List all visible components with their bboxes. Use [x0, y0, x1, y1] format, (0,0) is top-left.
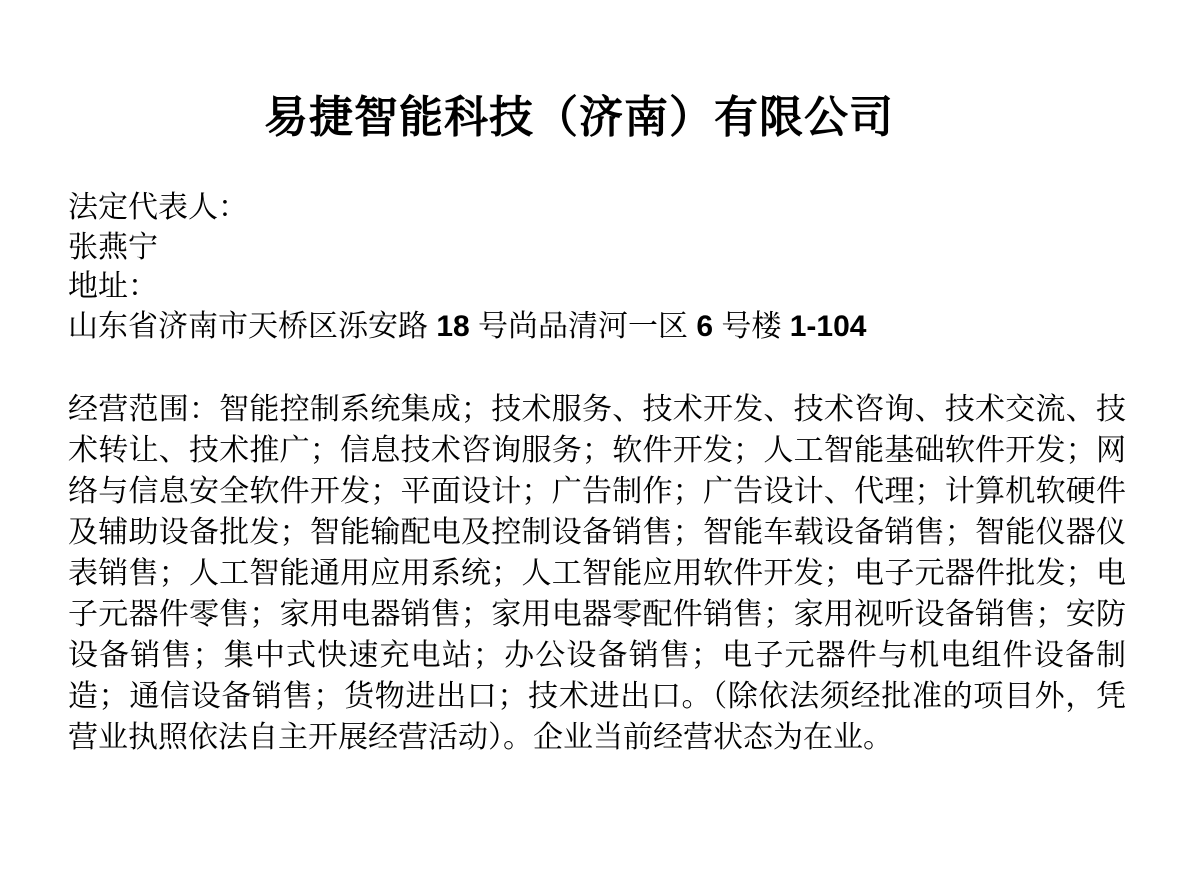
company-name-title: 易捷智能科技（济南）有限公司 [264, 92, 894, 143]
business-scope-paragraph: 经营范围：智能控制系统集成；技术服务、技术开发、技术咨询、技术交流、技术转让、技术推广；信息技术咨询服务；软件开发；人工智能基础软件开发；网络与信息安全软件开发；平面设计；广告制作；广告设计、代理；计算机软硬件及辅助设备批发；智能输配电及控制设备销售；智能车载设备销售；智能仪器仪表销售；人工智能通用应用系统；人工智能应用软件开发；电子元器件批发；电子元器件零售；家用电器销售；家用电器零配件销售；家用视听设备销售；安防设备销售；集中式快速充电站；办公设备销售；电子元器件与机电组件设备制造；通信设备销售；货物进出口；技术进出口。（除依法须经批准的项目外，凭营业执照依法自主开展经营活动）。企业当前经营状态为在业。 [68, 392, 1126, 755]
address-value [68, 307, 1128, 347]
address-part: 号楼 [721, 308, 782, 344]
address-number: 6 [688, 309, 722, 343]
address-label: 地址： [68, 269, 158, 304]
address-number: 18 [428, 309, 479, 343]
legal-rep-label: 法定代表人： [68, 190, 248, 225]
legal-rep-value: 张燕宁 [68, 229, 158, 265]
address-number: 1-104 [781, 309, 867, 343]
company-details [68, 188, 1128, 346]
address-part: 山东省济南市天桥区泺安路 [68, 308, 428, 344]
address-part: 号尚品清河一区 [478, 308, 689, 344]
